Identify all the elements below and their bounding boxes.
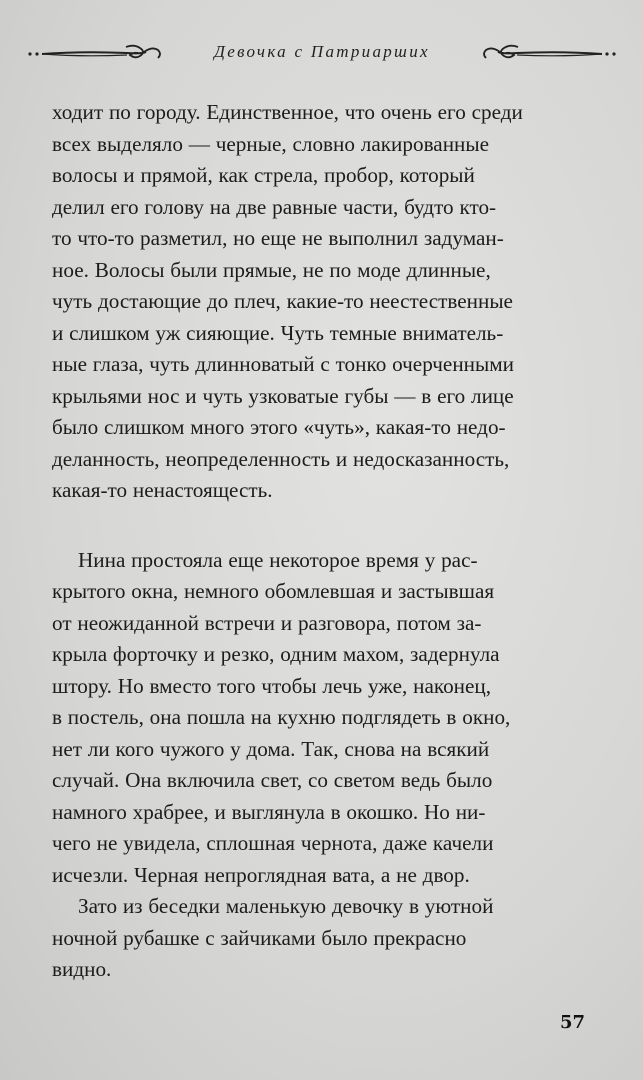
text-line: то что-то разметил, но еще не выполнил задуман- xyxy=(52,226,504,250)
text-line: нет ли кого чужого у дома. Так, снова на всякий xyxy=(52,736,490,761)
text-line: от неожиданной встречи и разговора, потом за- xyxy=(52,610,482,635)
text-line: какая-то ненастоящесть. xyxy=(52,478,273,502)
running-title: Девочка с Патриарших xyxy=(214,42,430,61)
text-line: крытого окна, немного обомлевшая и застывшая xyxy=(52,579,495,603)
text-line: крыльями нос и чуть узковатые губы — в его лице xyxy=(52,383,514,408)
text-line: исчезли. Черная непроглядная вата, а не двор. xyxy=(52,862,470,887)
text-line: ночной рубашке с зайчиками было прекрасно xyxy=(52,925,467,950)
text-line: ходит по городу. Единственное, что очень его среди xyxy=(52,100,523,124)
text-line: делил его голову на две равные части, будто кто- xyxy=(52,194,497,219)
text-line: было слишком много этого «чуть», какая-то недо- xyxy=(52,415,506,439)
text-line: Нина простояла еще некоторое время у рас- xyxy=(78,547,478,572)
text-line: случай. Она включила свет, со светом ведь было xyxy=(52,768,493,792)
paragraph-2 xyxy=(52,545,544,892)
running-header xyxy=(22,38,622,68)
text-line: ное. Волосы были прямые, не по моде длинные, xyxy=(52,257,491,282)
right-ornament-icon xyxy=(472,38,622,68)
text-line: чуть достающие до плеч, какие-то неестественные xyxy=(52,289,513,313)
paragraph-1 xyxy=(52,97,544,507)
text-line: Зато из беседки маленькую девочку в уютной xyxy=(78,894,494,918)
text-line: в постель, она пошла на кухню подглядеть в окно, xyxy=(52,705,511,729)
paragraph-spacer xyxy=(52,507,544,545)
text-line: деланность, неопределенность и недосказанность, xyxy=(52,446,510,471)
text-line: чего не увидела, сплошная чернота, даже качели xyxy=(52,831,494,855)
page-body xyxy=(52,97,544,986)
text-line: всех выделяло — черные, словно лакированные xyxy=(52,131,490,156)
text-line: и слишком уж сияющие. Чуть темные вниматель- xyxy=(52,320,504,345)
page-number: 57 xyxy=(559,1012,585,1033)
text-line: волосы и прямой, как стрела, пробор, который xyxy=(52,163,475,187)
text-line: намного храбрее, и выглянула в окошко. Но ни- xyxy=(52,799,486,824)
text-line: видно. xyxy=(52,957,112,981)
text-line: крыла форточку и резко, одним махом, задернула xyxy=(52,642,500,666)
text-line: штору. Но вместо того чтобы лечь уже, наконец, xyxy=(52,673,492,698)
paragraph-3 xyxy=(52,891,544,986)
text-line: ные глаза, чуть длинноватый с тонко очерченными xyxy=(52,352,514,376)
